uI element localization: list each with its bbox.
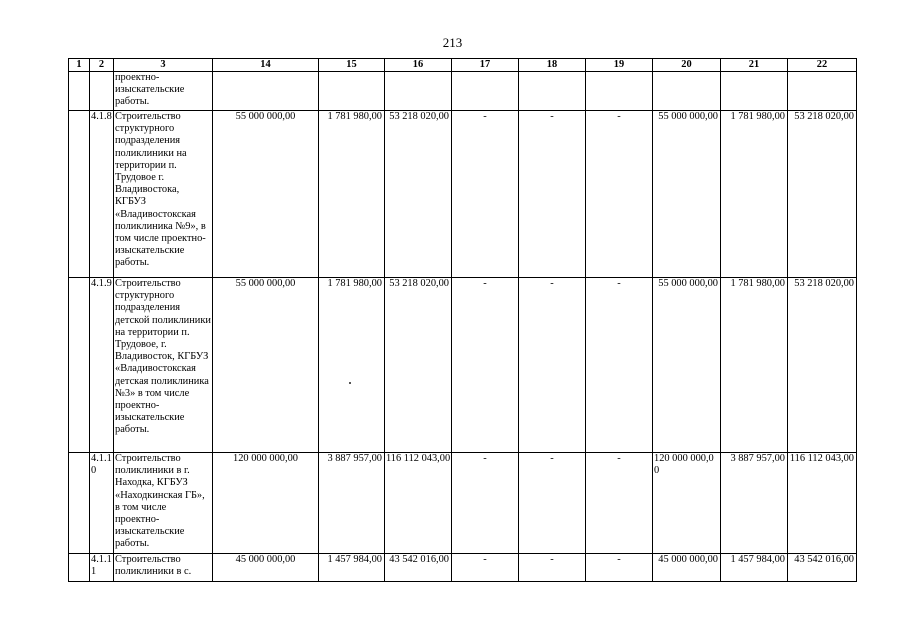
value-cell-22: 43 542 016,00 (788, 554, 857, 582)
column-header: 3 (114, 59, 213, 72)
value-cell-17: - (452, 278, 519, 453)
value-cell-16 (385, 72, 452, 111)
item-code-cell: 4.1.9 (90, 278, 114, 453)
value-cell-16: 116 112 043,00 (385, 453, 452, 554)
table-row (69, 72, 857, 111)
table-row (69, 111, 857, 278)
row-number-cell (69, 278, 90, 453)
value-cell-18 (519, 72, 586, 111)
value-cell-15: 1 781 980,00 (319, 111, 385, 278)
table-row (69, 453, 857, 554)
value-cell-22: 53 218 020,00 (788, 111, 857, 278)
column-header: 20 (653, 59, 721, 72)
value-cell-22: 116 112 043,00 (788, 453, 857, 554)
item-name-cell: Строительство поликлиники в г. Находка, КГБУЗ «Находкинская ГБ», в том числе проектно-изыскательские работы. (114, 453, 213, 554)
value-cell-18: - (519, 111, 586, 278)
column-header: 19 (586, 59, 653, 72)
column-header: 17 (452, 59, 519, 72)
row-number-cell (69, 453, 90, 554)
value-cell-14: 120 000 000,00 (213, 453, 319, 554)
value-cell-15 (319, 72, 385, 111)
value-cell-16: 53 218 020,00 (385, 278, 452, 453)
value-cell-19: - (586, 111, 653, 278)
item-code-cell: 4.1.8 (90, 111, 114, 278)
value-cell-19 (586, 72, 653, 111)
row-number-cell (69, 111, 90, 278)
item-name-cell: проектно-изыскательские работы. (114, 72, 213, 111)
value-cell-16: 53 218 020,00 (385, 111, 452, 278)
value-cell-21: 3 887 957,00 (721, 453, 788, 554)
value-cell-21: 1 457 984,00 (721, 554, 788, 582)
column-header: 22 (788, 59, 857, 72)
item-code-cell: 4.1.11 (90, 554, 114, 582)
value-cell-15: 1 457 984,00 (319, 554, 385, 582)
value-cell-20 (653, 72, 721, 111)
value-cell-19: - (586, 554, 653, 582)
page-number: 213 (442, 35, 463, 50)
column-header: 14 (213, 59, 319, 72)
value-cell-21 (721, 72, 788, 111)
value-cell-14: 55 000 000,00 (213, 111, 319, 278)
column-header: 18 (519, 59, 586, 72)
item-name-cell: Строительство структурного подразделения детской поликлиники на территории п. Трудовое, г. Владивосток, КГБУЗ «Владивостокская детская поликлиника №3» в том числе проектно-изыскательские работы. (114, 278, 213, 453)
value-cell-20: 120 000 000,00 (653, 453, 721, 554)
value-cell-20: 45 000 000,00 (653, 554, 721, 582)
table-row (69, 554, 857, 582)
value-cell-15: 3 887 957,00 (319, 453, 385, 554)
row-number-cell (69, 72, 90, 111)
item-code-cell (90, 72, 114, 111)
budget-table (68, 58, 857, 582)
column-header: 15 (319, 59, 385, 72)
column-header: 16 (385, 59, 452, 72)
value-cell-16: 43 542 016,00 (385, 554, 452, 582)
value-cell-15: 1 781 980,00 (319, 278, 385, 453)
item-code-cell: 4.1.10 (90, 453, 114, 554)
value-cell-20: 55 000 000,00 (653, 111, 721, 278)
value-cell-19: - (586, 453, 653, 554)
value-cell-18: - (519, 554, 586, 582)
value-cell-17: - (452, 554, 519, 582)
value-cell-14: 55 000 000,00 (213, 278, 319, 453)
value-cell-20: 55 000 000,00 (653, 278, 721, 453)
value-cell-18: - (519, 453, 586, 554)
value-cell-21: 1 781 980,00 (721, 111, 788, 278)
table-row (69, 278, 857, 453)
table-header-row (69, 59, 857, 72)
column-header: 1 (69, 59, 90, 72)
column-header: 21 (721, 59, 788, 72)
column-header: 2 (90, 59, 114, 72)
scan-speck (349, 382, 351, 384)
row-number-cell (69, 554, 90, 582)
item-name-cell: Строительство структурного подразделения поликлиники на территории п. Трудовое г. Владивостока, КГБУЗ «Владивостокская поликлиника №9», в том числе проектно-изыскательские работы. (114, 111, 213, 278)
value-cell-14: 45 000 000,00 (213, 554, 319, 582)
value-cell-19: - (586, 278, 653, 453)
value-cell-17: - (452, 453, 519, 554)
value-cell-22: 53 218 020,00 (788, 278, 857, 453)
value-cell-14 (213, 72, 319, 111)
value-cell-17 (452, 72, 519, 111)
item-name-cell: Строительство поликлиники в с. (114, 554, 213, 582)
value-cell-22 (788, 72, 857, 111)
value-cell-17: - (452, 111, 519, 278)
value-cell-18: - (519, 278, 586, 453)
value-cell-21: 1 781 980,00 (721, 278, 788, 453)
